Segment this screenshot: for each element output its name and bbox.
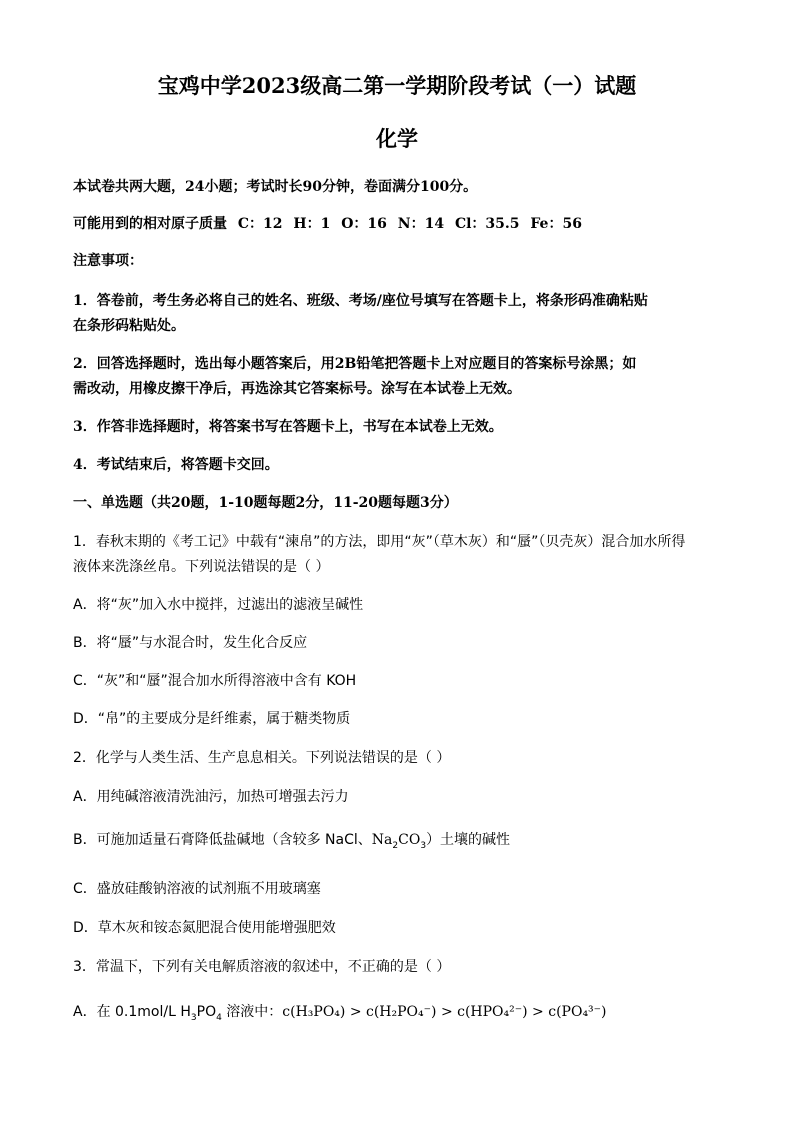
co-subscript: 3 xyxy=(420,840,427,851)
q3-inequality: c(H₃PO₄) > c(H₂PO₄⁻) > c(HPO₄²⁻) > c(PO₄³⁻) xyxy=(282,1004,607,1020)
na-symbol: Na xyxy=(371,832,393,848)
atomic-mass-n: N：14 xyxy=(397,216,445,232)
atomic-mass-c: C：12 xyxy=(237,216,283,232)
atomic-mass-label: 可能用到的相对原子质量 xyxy=(73,216,227,232)
co-symbol: CO xyxy=(398,832,421,848)
q1-stem-line-2: 液体来洗涤丝帛。下列说法错误的是（ ） xyxy=(73,559,330,575)
atomic-mass-o: O：16 xyxy=(341,216,387,232)
q2-option-b-tail: ）土壤的碱性 xyxy=(426,832,511,848)
q2-option-c: C．盛放硅酸钠溶液的试剂瓶不用玻璃塞 xyxy=(73,881,321,897)
q1-stem-line-1: 1．春秋末期的《考工记》中载有“湅帛”的方法，即用“灰”（草木灰）和“蜃”（贝壳灰）混合加水所得 xyxy=(73,534,686,550)
q1-option-d: D．“帛”的主要成分是纤维素，属于糖类物质 xyxy=(73,711,351,727)
note-3: 3．作答非选择题时，将答案书写在答题卡上，书写在本试卷上无效。 xyxy=(73,419,503,435)
q2-option-d: D．草木灰和铵态氮肥混合使用能增强肥效 xyxy=(73,920,336,936)
section-heading: 一、单选题（共20题，1-10题每题2分，11-20题每题3分） xyxy=(73,495,458,511)
q3-stem: 3．常温下，下列有关电解质溶液的叙述中，不正确的是（ ） xyxy=(73,959,451,975)
atomic-mass-h: H：1 xyxy=(293,216,331,232)
q2-option-a: A．用纯碱溶液清洗油污，加热可增强去污力 xyxy=(73,789,349,805)
q2-option-b xyxy=(73,829,510,849)
atomic-mass-cl: Cl：35.5 xyxy=(454,216,520,232)
q1-option-b: B．将“蜃”与水混合时，发生化合反应 xyxy=(73,635,308,651)
q3-option-a-text: A．在 0.1mol/L H xyxy=(73,1004,191,1020)
q2-option-b-text: B．可施加适量石膏降低盐碱地（含较多 NaCl、 xyxy=(73,832,372,848)
note-1-line-2: 在条形码粘贴处。 xyxy=(73,318,185,334)
note-2-line-1: 2．回答选择题时，选出每小题答案后，用2B铅笔把答题卡上对应题目的答案标号涂黑；如 xyxy=(73,356,637,372)
q1-option-c: C．“灰”和“蜃”混合加水所得溶液中含有 KOH xyxy=(73,673,357,689)
subject-title: 化学 xyxy=(376,126,418,151)
na-subscript: 2 xyxy=(392,840,399,851)
note-2-line-2: 需改动，用橡皮擦干净后，再选涂其它答案标号。涂写在本试卷上无效。 xyxy=(73,381,521,397)
q3-option-a xyxy=(73,1001,607,1021)
q3-option-a-colon: 溶液中： xyxy=(221,1004,283,1020)
atomic-mass-line xyxy=(73,213,582,233)
note-1-line-1: 1．答卷前，考生务必将自己的姓名、班级、考场/座位号填写在答题卡上，将条形码准确粘贴 xyxy=(73,293,648,309)
q2-stem: 2．化学与人类生活、生产息息相关。下列说法错误的是（ ） xyxy=(73,750,451,766)
q1-option-a: A．将“灰”加入水中搅拌，过滤出的滤液呈碱性 xyxy=(73,597,364,613)
intro-line: 本试卷共两大题，24小题；考试时长90分钟，卷面满分100分。 xyxy=(73,179,478,195)
exam-title: 宝鸡中学2023级高二第一学期阶段考试（一）试题 xyxy=(157,73,637,98)
h3-subscript: 3 xyxy=(190,1012,197,1023)
po-symbol: PO xyxy=(196,1004,217,1020)
atomic-mass-fe: Fe：56 xyxy=(530,216,582,232)
note-4: 4．考试结束后，将答题卡交回。 xyxy=(73,457,279,473)
po4-subscript: 4 xyxy=(216,1012,222,1023)
notes-heading: 注意事项： xyxy=(73,253,143,269)
